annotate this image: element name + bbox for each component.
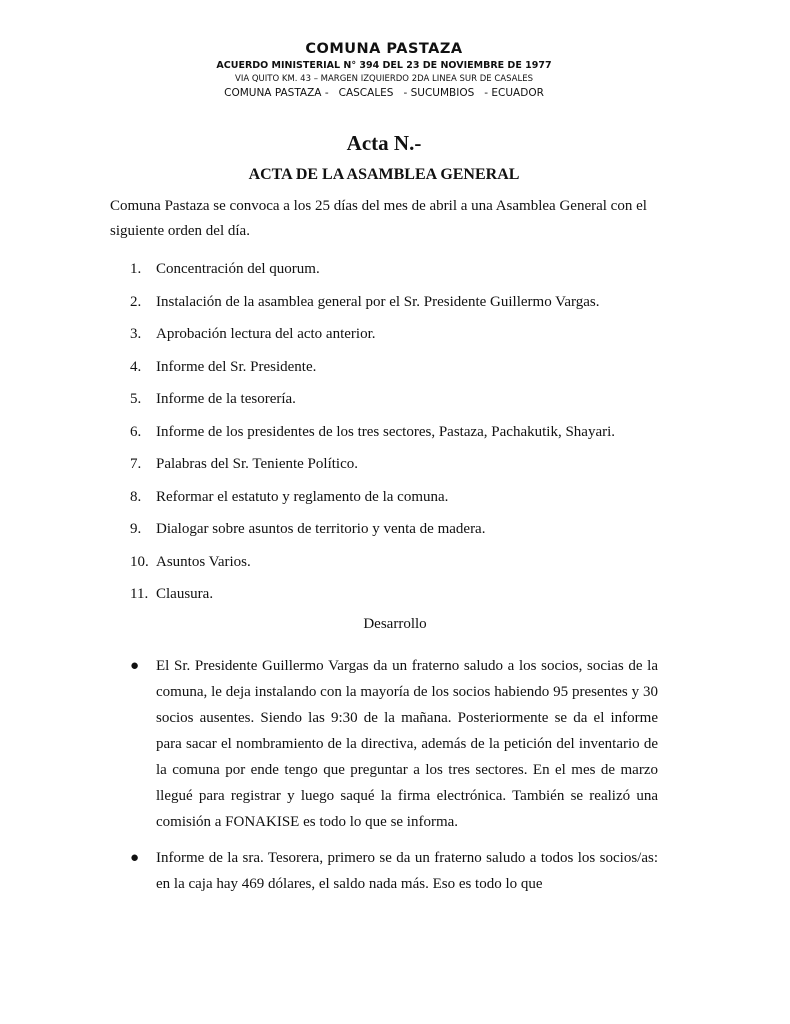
agenda-number: 8. bbox=[130, 488, 142, 505]
agenda-item bbox=[110, 582, 670, 615]
agenda-text: Informe del Sr. Presidente. bbox=[156, 358, 317, 375]
agenda-item bbox=[110, 387, 670, 420]
agenda-number: 3. bbox=[130, 326, 142, 342]
agenda-item bbox=[110, 322, 670, 355]
agenda-text: Dialogar sobre asuntos de territorio y venta de madera. bbox=[156, 521, 486, 537]
agenda-text: Informe de los presidentes de los tres sectores, Pastaza, Pachakutik, Shayari. bbox=[156, 423, 616, 440]
agenda-item bbox=[110, 355, 670, 388]
bullet-text: El Sr. Presidente Guillermo Vargas da un fraterno saludo a los socios, socias de la comuna, le deja instalando con la mayoría de los socios habiendo 95 presentes y 30 socios ausentes. Siendo las 9:30 de la mañana. Posteriormente se da el informe para sacar el nombramiento de la directiva, además de la petición del inventario de la comuna por ende tengo que preguntar a los tres sectores. En el mes de marzo llegué para registrar y luego saqué la firma electrónica. También se realizó una comisión a FONAKISE es todo lo que se informa. bbox=[156, 658, 658, 830]
agenda-number: 1. bbox=[130, 261, 142, 277]
agenda-number: 7. bbox=[130, 456, 142, 472]
header-title: COMUNA PASTAZA bbox=[305, 41, 463, 57]
agenda-text: Clausura. bbox=[156, 586, 214, 602]
agenda-item bbox=[110, 290, 670, 323]
intro-paragraph: Comuna Pastaza se convoca a los 25 días del mes de abril a una Asamblea General con el siguiente orden del día. bbox=[110, 198, 647, 239]
agenda-text: Informe de la tesorería. bbox=[156, 391, 296, 407]
document-title: Acta N.- bbox=[346, 131, 422, 155]
agenda-item bbox=[110, 517, 670, 550]
agenda-number: 4. bbox=[130, 358, 142, 375]
agenda-number: 6. bbox=[130, 423, 142, 440]
bullet-dot-icon: ● bbox=[130, 850, 140, 866]
bullet-dot-icon: ● bbox=[130, 658, 140, 674]
agenda-text: Reformar el estatuto y reglamento de la comuna. bbox=[156, 488, 449, 505]
document-subtitle: ACTA DE LA ASAMBLEA GENERAL bbox=[248, 166, 520, 183]
agenda-number: 10. bbox=[130, 553, 149, 570]
agenda-text: Instalación de la asamblea general por el Sr. Presidente Guillermo Vargas. bbox=[156, 293, 600, 310]
agenda-number: 9. bbox=[130, 521, 142, 537]
header-address: VIA QUITO KM. 43 – MARGEN IZQUIERDO 2DA LINEA SUR DE CASALES bbox=[235, 74, 533, 84]
agenda-item bbox=[110, 420, 670, 453]
agenda-item bbox=[110, 550, 670, 583]
agenda-number: 5. bbox=[130, 391, 142, 407]
agenda-text: Palabras del Sr. Teniente Político. bbox=[156, 456, 358, 472]
agenda-item bbox=[110, 485, 670, 518]
development-bullet bbox=[130, 845, 658, 897]
agenda-list bbox=[110, 257, 670, 615]
bullet-text: Informe de la sra. Tesorera, primero se da un fraterno saludo a todos los socios/as: en la caja hay 469 dólares, el saldo nada más. Eso es todo lo que bbox=[156, 850, 658, 892]
agenda-text: Asuntos Varios. bbox=[156, 553, 251, 570]
agenda-number: 11. bbox=[130, 586, 149, 602]
header-location: COMUNA PASTAZA - CASCALES - SUCUMBIOS - ECUADOR bbox=[224, 87, 544, 99]
agenda-item bbox=[110, 452, 670, 485]
development-bullet bbox=[130, 653, 658, 835]
agenda-item bbox=[110, 257, 670, 290]
agenda-text: Concentración del quorum. bbox=[156, 261, 320, 277]
agenda-number: 2. bbox=[130, 293, 142, 310]
header-decree: ACUERDO MINISTERIAL N° 394 DEL 23 DE NOVIEMBRE DE 1977 bbox=[216, 60, 552, 71]
agenda-text: Aprobación lectura del acto anterior. bbox=[156, 326, 376, 342]
development-heading: Desarrollo bbox=[363, 616, 427, 632]
